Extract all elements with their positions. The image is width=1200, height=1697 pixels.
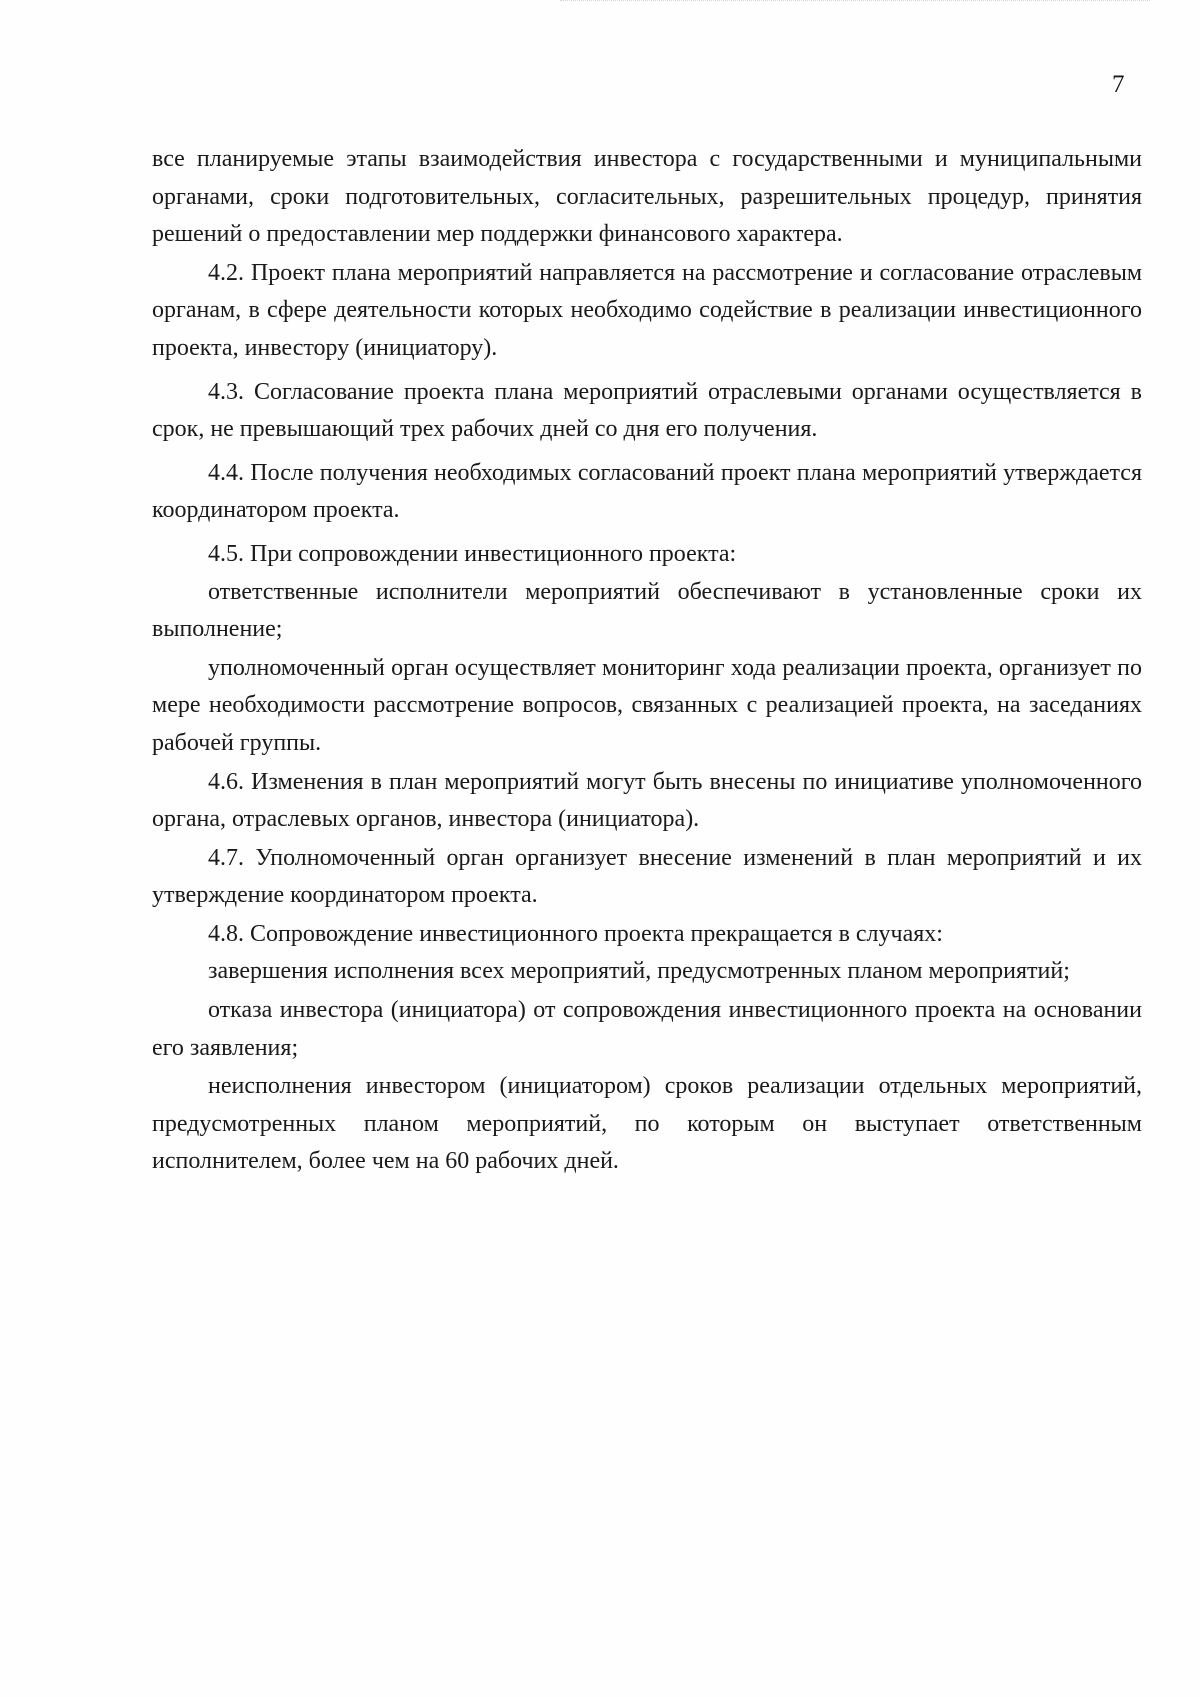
paragraph-4-8-item-2: отказа инвестора (инициатора) от сопровождения инвестиционного проекта на основании его заявления; bbox=[152, 997, 1142, 1061]
document-body bbox=[152, 141, 1142, 1181]
paragraph-continuation: все планируемые этапы взаимодействия инвестора с государственными и муниципальными органами, сроки подготовительных, согласительных, разрешительных процедур, принятия решений о предоставлении мер поддержки финансового характера. bbox=[152, 146, 1142, 248]
paragraph-4-5-item-1: ответственные исполнители мероприятий обеспечивают в установленные сроки их выполнение; bbox=[152, 578, 1142, 643]
paragraph-4-4: 4.4. После получения необходимых согласований проект плана мероприятий утверждается координатором проекта. bbox=[152, 459, 1142, 524]
scan-edge-artifact bbox=[560, 0, 1150, 4]
paragraph-4-8-item-3: неисполнения инвестором (инициатором) сроков реализации отдельных мероприятий, предусмотренных планом мероприятий, по которым он выступает ответственным исполнителем, более чем на 60 рабочих дней. bbox=[152, 1073, 1142, 1175]
page-number: 7 bbox=[1112, 71, 1125, 98]
paragraph-4-3: 4.3. Согласование проекта плана мероприятий отраслевыми органами осуществляется в срок, не превышающий трех рабочих дней со дня его получения. bbox=[152, 378, 1142, 443]
paragraph-4-7: 4.7. Уполномоченный орган организует внесение изменений в план мероприятий и их утверждение координатором проекта. bbox=[152, 844, 1142, 909]
paragraph-4-6: 4.6. Изменения в план мероприятий могут быть внесены по инициативе уполномоченного органа, отраслевых органов, инвестора (инициатора). bbox=[152, 768, 1142, 833]
paragraph-4-8-item-1: завершения исполнения всех мероприятий, предусмотренных планом мероприятий; bbox=[208, 958, 1070, 985]
paragraph-4-8: 4.8. Сопровождение инвестиционного проекта прекращается в случаях: bbox=[208, 920, 943, 947]
paragraph-4-2: 4.2. Проект плана мероприятий направляется на рассмотрение и согласование отраслевым органам, в сфере деятельности которых необходимо содействие в реализации инвестиционного проекта, инвестору (инициатору). bbox=[152, 259, 1142, 361]
paragraph-4-5-item-2: уполномоченный орган осуществляет мониторинг хода реализации проекта, организует по мере необходимости рассмотрение вопросов, связанных с реализацией проекта, на заседаниях рабочей группы. bbox=[152, 654, 1142, 756]
paragraph-4-5: 4.5. При сопровождении инвестиционного проекта: bbox=[208, 540, 737, 567]
